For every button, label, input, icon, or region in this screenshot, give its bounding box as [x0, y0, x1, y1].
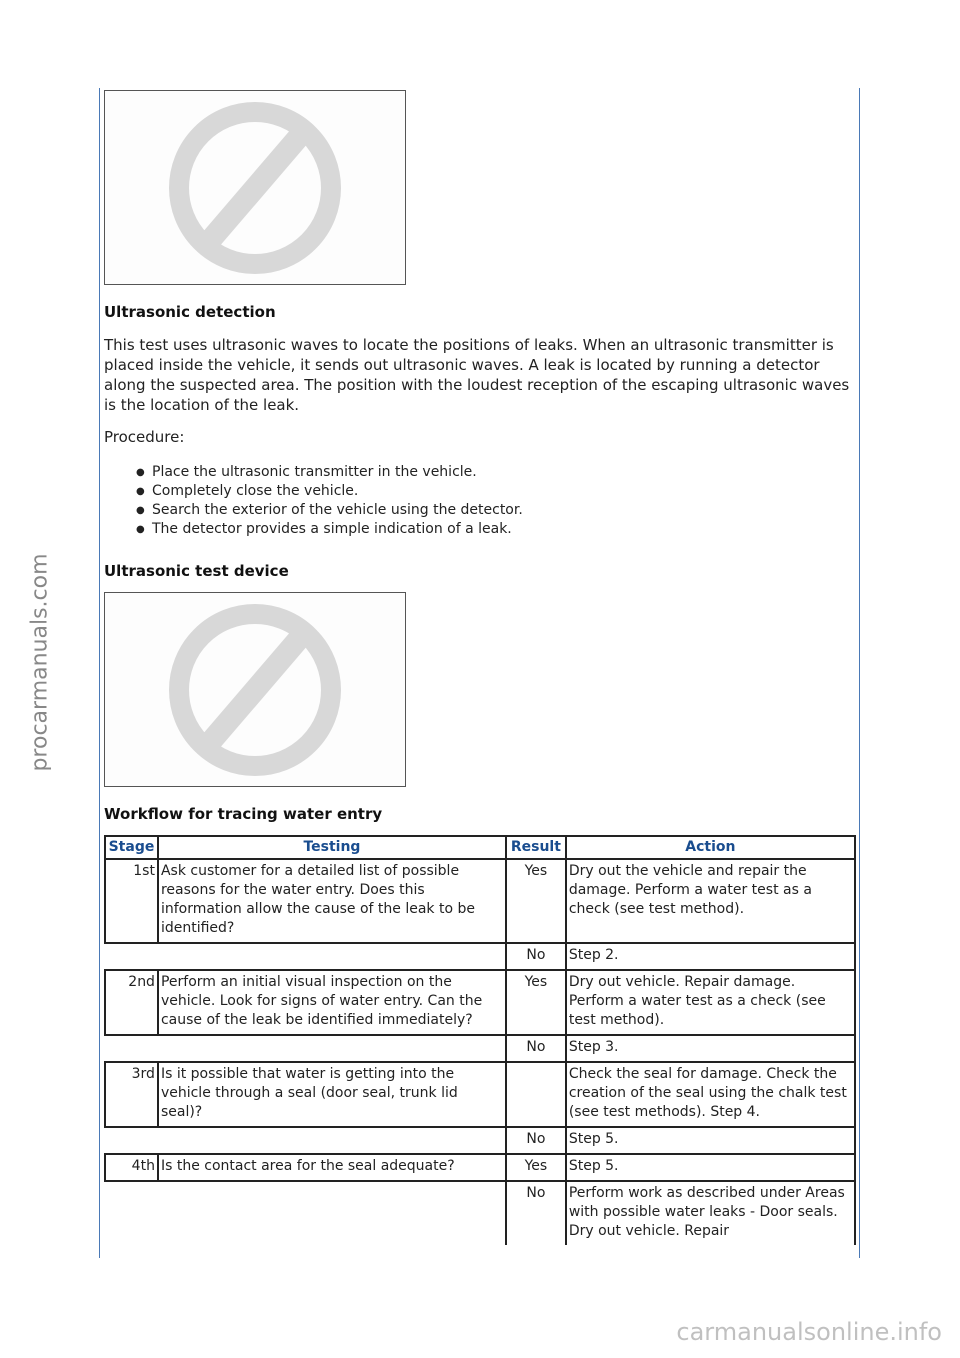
cell-stage: [105, 1181, 158, 1245]
cell-testing: [158, 943, 506, 970]
cell-action: Dry out the vehicle and repair the damage. Perform a water test as a check (see test method).: [566, 859, 855, 943]
table-row: [105, 1154, 855, 1181]
cell-testing: [158, 1035, 506, 1062]
cell-result: No: [506, 1181, 566, 1245]
table-row: [105, 1181, 855, 1245]
workflow-table: [104, 835, 856, 1245]
no-image-icon: [165, 98, 345, 278]
image-placeholder-2: [104, 592, 406, 787]
cell-stage: 3rd: [105, 1062, 158, 1127]
cell-testing: Perform an initial visual inspection on the vehicle. Look for signs of water entry. Can the cause of the leak be identified immediately?: [158, 970, 506, 1035]
table-row: [105, 1062, 855, 1127]
cell-action: Step 5.: [566, 1127, 855, 1154]
cell-stage: 1st: [105, 859, 158, 943]
cell-testing: Is the contact area for the seal adequate?: [158, 1154, 506, 1181]
procedure-list: [104, 463, 854, 539]
header-testing: Testing: [158, 836, 506, 859]
cell-result: No: [506, 943, 566, 970]
procedure-step: ● Search the exterior of the vehicle using the detector.: [152, 501, 854, 520]
cell-stage: [105, 1127, 158, 1154]
header-result: Result: [506, 836, 566, 859]
cell-stage: 2nd: [105, 970, 158, 1035]
cell-result: Yes: [506, 970, 566, 1035]
procedure-step: ● Place the ultrasonic transmitter in the vehicle.: [152, 463, 854, 482]
workflow-heading: Workflow for tracing water entry: [104, 805, 383, 823]
cell-testing: [158, 1181, 506, 1245]
ultrasonic-detection-heading: Ultrasonic detection: [104, 303, 276, 321]
left-rule: [99, 88, 100, 1258]
bottom-watermark: carmanualsonline.info: [676, 1318, 942, 1346]
procedure-step: ● The detector provides a simple indication of a leak.: [152, 520, 854, 539]
cell-result: No: [506, 1127, 566, 1154]
header-stage: Stage: [105, 836, 158, 859]
table-row: [105, 943, 855, 970]
cell-stage: [105, 1035, 158, 1062]
header-action: Action: [566, 836, 855, 859]
cell-action: Step 3.: [566, 1035, 855, 1062]
cell-testing: Is it possible that water is getting into the vehicle through a seal (door seal, trunk lid seal)?: [158, 1062, 506, 1127]
image-placeholder-1: [104, 90, 406, 285]
table-header-row: [105, 836, 855, 859]
cell-result: [506, 1062, 566, 1127]
table-row: [105, 1035, 855, 1062]
right-rule: [859, 88, 860, 1258]
table-row: [105, 859, 855, 943]
cell-testing: Ask customer for a detailed list of possible reasons for the water entry. Does this information allow the cause of the leak to be identified?: [158, 859, 506, 943]
table-row: [105, 1127, 855, 1154]
cell-testing: [158, 1127, 506, 1154]
side-watermark: procarmanuals.com: [27, 553, 53, 772]
cell-action: Step 5.: [566, 1154, 855, 1181]
cell-action: Perform work as described under Areas with possible water leaks - Door seals. Dry out vehicle. Repair: [566, 1181, 855, 1245]
cell-result: No: [506, 1035, 566, 1062]
cell-action: Check the seal for damage. Check the creation of the seal using the chalk test (see test methods). Step 4.: [566, 1062, 855, 1127]
no-image-icon: [165, 600, 345, 780]
ultrasonic-description: This test uses ultrasonic waves to locate the positions of leaks. When an ultrasonic transmitter is placed inside the vehicle, it sends out ultrasonic waves. A leak is located by running a detector along the suspected area. The position with the loudest reception of the escaping ultrasonic waves is the location of the leak.: [104, 336, 850, 414]
document-body: [104, 90, 854, 1245]
procedure-label: Procedure:: [104, 428, 185, 446]
table-row: [105, 970, 855, 1035]
cell-stage: [105, 943, 158, 970]
cell-action: Step 2.: [566, 943, 855, 970]
cell-result: Yes: [506, 859, 566, 943]
cell-stage: 4th: [105, 1154, 158, 1181]
ultrasonic-device-heading: Ultrasonic test device: [104, 562, 289, 580]
procedure-step: ● Completely close the vehicle.: [152, 482, 854, 501]
cell-action: Dry out vehicle. Repair damage. Perform a water test as a check (see test method).: [566, 970, 855, 1035]
cell-result: Yes: [506, 1154, 566, 1181]
